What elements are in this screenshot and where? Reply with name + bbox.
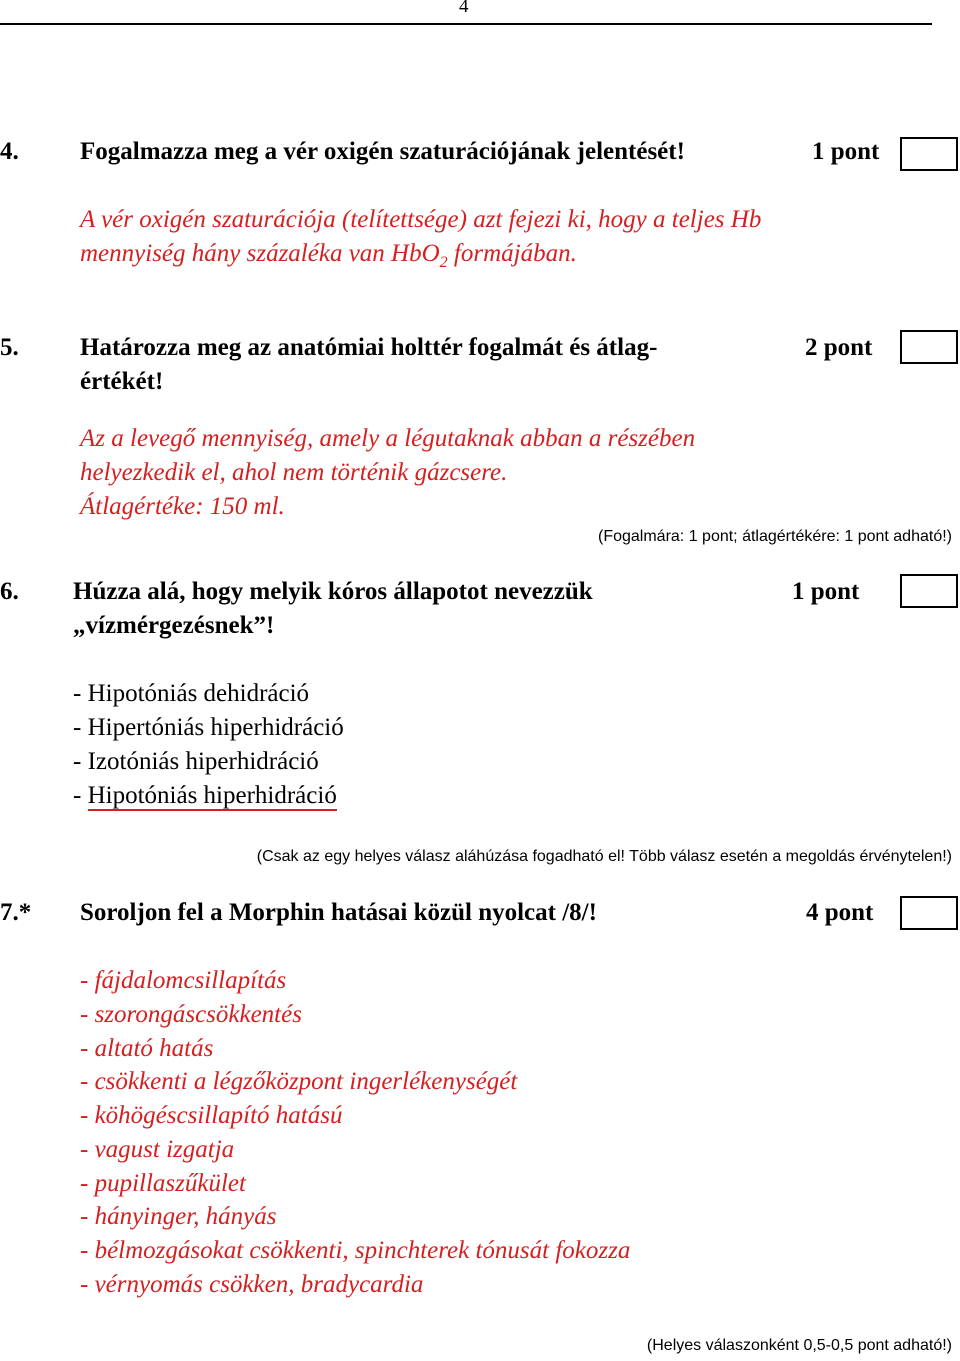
q4-score-box[interactable] [900,137,958,171]
q6-points: 1 pont [792,578,860,605]
q6-underlined-answer: Hipotóniás hiperhidráció [87,782,337,809]
q6-option-2[interactable]: - Hipertóniás hiperhidráció [73,714,344,741]
q7-answer-5: - köhögéscsillapító hatású [80,1102,343,1129]
q4-points: 1 pont [812,138,880,165]
q7-answer-3: - altató hatás [80,1035,214,1062]
q6-option-3[interactable]: - Izotóniás hiperhidráció [73,748,319,775]
q4-number: 4. [0,138,19,165]
q7-answer-7: - pupillaszűkület [80,1170,246,1197]
q7-answer-2: - szorongáscsökkentés [80,1001,302,1028]
q6-question-line-1: Húzza alá, hogy melyik kóros állapotot nevezzük [73,578,593,605]
q4-answer-line-1: A vér oxigén szaturációja (telítettsége) azt fejezi ki, hogy a teljes Hb [80,206,762,233]
q5-score-box[interactable] [900,330,958,364]
q6-option-4-underlined[interactable]: - Hipotóniás hiperhidráció [73,782,337,809]
q5-scoring-note: (Fogalmára: 1 pont; átlagértékére: 1 pont adható!) [598,528,952,545]
q7-answer-4: - csökkenti a légzőközpont ingerlékenységét [80,1068,518,1095]
q5-answer-line-3: Átlagértéke: 150 ml. [80,493,285,520]
q5-question-line-1: Határozza meg az anatómiai holttér fogalmát és átlag- [80,334,658,361]
q7-answer-8: - hányinger, hányás [80,1203,277,1230]
q6-score-box[interactable] [900,574,958,608]
q4-answer-line-2: mennyiség hány százaléka van HbO$_2$ formájában. [80,240,577,271]
q7-score-box[interactable] [900,896,958,930]
q5-number: 5. [0,334,19,361]
header-rule [0,23,932,25]
q6-question-line-2: „vízmérgezésnek”! [73,612,275,639]
q7-number: 7.* [0,899,32,926]
q5-question-line-2: értékét! [80,368,164,395]
page-number: 4 [459,0,469,17]
q5-points: 2 pont [805,334,873,361]
q7-question: Soroljon fel a Morphin hatásai közül nyolcat /8/! [80,899,597,926]
q7-answer-6: - vagust izgatja [80,1136,235,1163]
q5-answer-line-1: Az a levegő mennyiség, amely a légutaknak abban a részében [80,425,696,452]
q7-scoring-note: (Helyes válaszonként 0,5-0,5 pont adható!) [646,1337,952,1354]
q7-answer-9: - bélmozgásokat csökkenti, spinchterek tónusát fokozza [80,1237,631,1264]
q7-answer-1: - fájdalomcsillapítás [80,967,287,994]
q5-answer-line-2: helyezkedik el, ahol nem történik gázcsere. [80,459,508,486]
q6-number: 6. [0,578,19,605]
q7-answer-10: - vérnyomás csökken, bradycardia [80,1271,424,1298]
q6-option-1[interactable]: - Hipotóniás dehidráció [73,680,310,707]
q6-scoring-note: (Csak az egy helyes válasz aláhúzása fogadható el! Több válasz esetén a megoldás érvénytelen!) [256,848,952,865]
q7-points: 4 pont [806,899,874,926]
q4-question: Fogalmazza meg a vér oxigén szaturációjának jelentését! [80,138,685,165]
